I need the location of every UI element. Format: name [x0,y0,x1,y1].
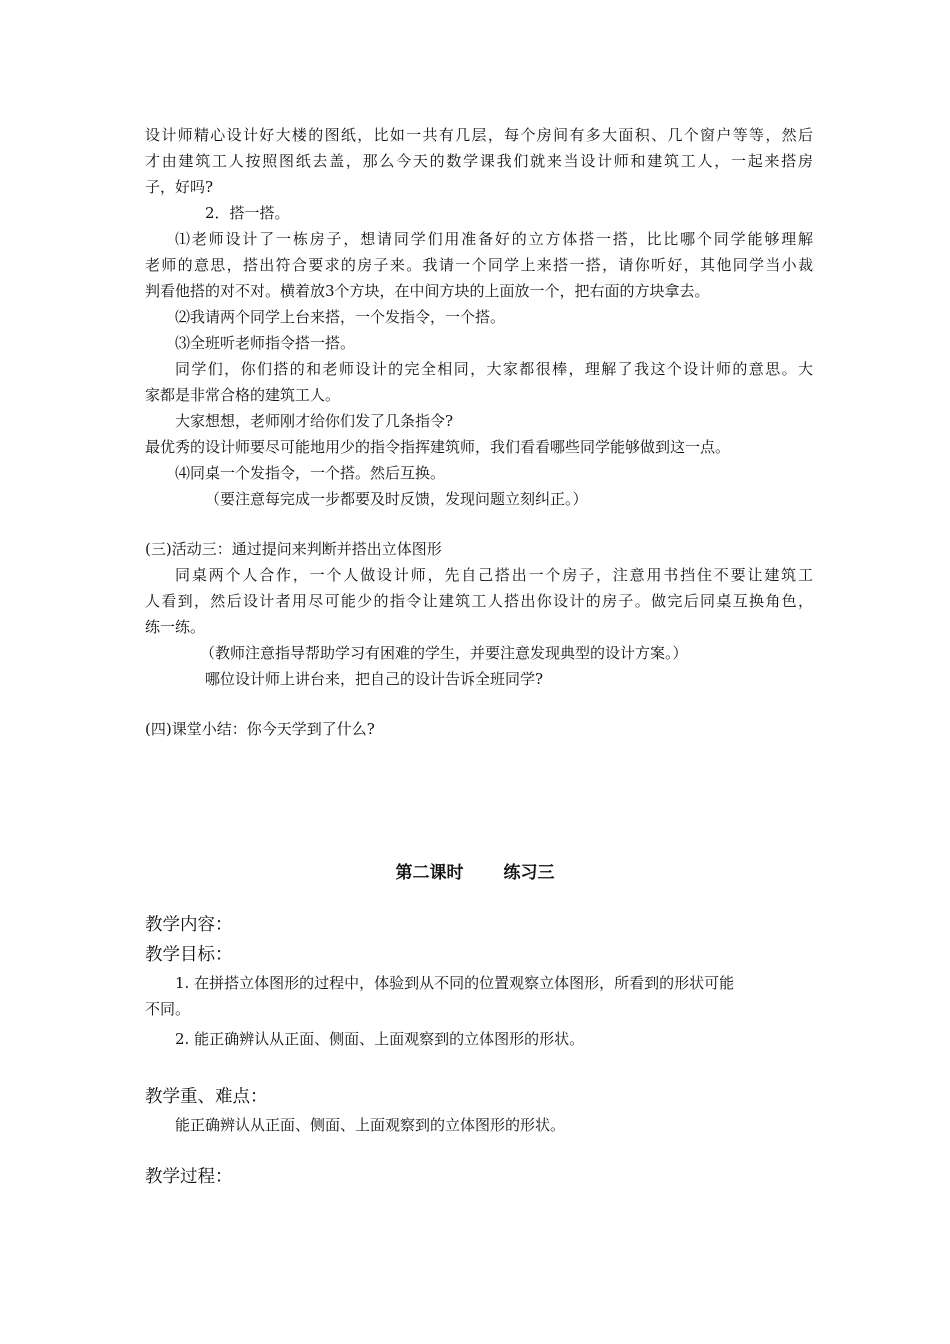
paragraph-line: ⑷同桌一个发指令，一个搭。然后互换。 [175,464,446,482]
paragraph-line: 老师的意思，搭出符合要求的房子来。我请一个同学上来搭一搭，请你听好，其他同学当小裁 [145,256,813,274]
lesson-title-left: 第二课时 [395,863,464,883]
goal-item-continued: 不同。 [145,1000,191,1018]
goals-label: 教学目标： [145,945,233,965]
paragraph-line: 练一练。 [145,618,206,636]
paragraph-line: 判看他搭的对不对。横着放3个方块，在中间方块的上面放一个，把右面的方块拿去。 [145,282,710,300]
paragraph-line: 才由建筑工人按照图纸去盖，那么今天的数学课我们就来当设计师和建筑工人，一起来搭房 [145,152,813,170]
paragraph-line: 最优秀的设计师要尽可能地用少的指令指挥建筑师，我们看看哪些同学能够做到这一点。 [145,438,731,456]
key-points-text: 能正确辨认从正面、侧面、上面观察到的立体图形的形状。 [175,1116,566,1134]
paragraph-line: 设计师精心设计好大楼的图纸，比如一共有几层，每个房间有多大面积、几个窗户等等，然后 [145,126,813,144]
key-points-label: 教学重、难点： [145,1087,268,1107]
step-heading: 2．搭一搭。 [205,204,290,222]
lesson-title [0,860,950,886]
paragraph-line: ⑵我请两个同学上台来搭，一个发指令，一个搭。 [175,308,506,326]
paragraph-line: ⑶全班听老师指令搭一搭。 [175,334,356,352]
lesson-title-right: 练习三 [503,863,555,883]
paragraph-line: 家都是非常合格的建筑工人。 [145,386,341,404]
paragraph-line: 同学们，你们搭的和老师设计的完全相同，大家都很棒，理解了我这个设计师的意思。大 [175,360,813,378]
goal-item: 2. 能正确辨认从正面、侧面、上面观察到的立体图形的形状。 [175,1030,585,1048]
teacher-note: （教师注意指导帮助学习有困难的学生，并要注意发现典型的设计方案。） [200,644,688,662]
goal-item: 1. 在拼搭立体图形的过程中，体验到从不同的位置观察立体图形，所看到的形状可能 [175,974,735,992]
content-label: 教学内容： [145,915,233,935]
paragraph-line: 哪位设计师上讲台来，把自己的设计告诉全班同学? [205,670,544,688]
paragraph-line: 同桌两个人合作，一个人做设计师，先自己搭出一个房子，注意用书挡住不要让建筑工 [175,566,813,584]
paragraph-line: 子，好吗? [145,178,214,196]
paragraph-line: 人看到，然后设计者用尽可能少的指令让建筑工人搭出你设计的房子。做完后同桌互换角色， [145,592,813,610]
paragraph-line: 大家想想，老师刚才给你们发了几条指令? [175,412,454,430]
paragraph-line: ⑴老师设计了一栋房子，想请同学们用准备好的立方体搭一搭，比比哪个同学能够理解 [175,230,813,248]
section-heading: (三)活动三：通过提问来判断并搭出立体图形 [145,540,442,558]
section-heading: (四)课堂小结：你今天学到了什么? [145,720,375,738]
process-label: 教学过程： [145,1167,233,1187]
teacher-note: （要注意每完成一步都要及时反馈，发现问题立刻纠正。） [205,490,588,508]
